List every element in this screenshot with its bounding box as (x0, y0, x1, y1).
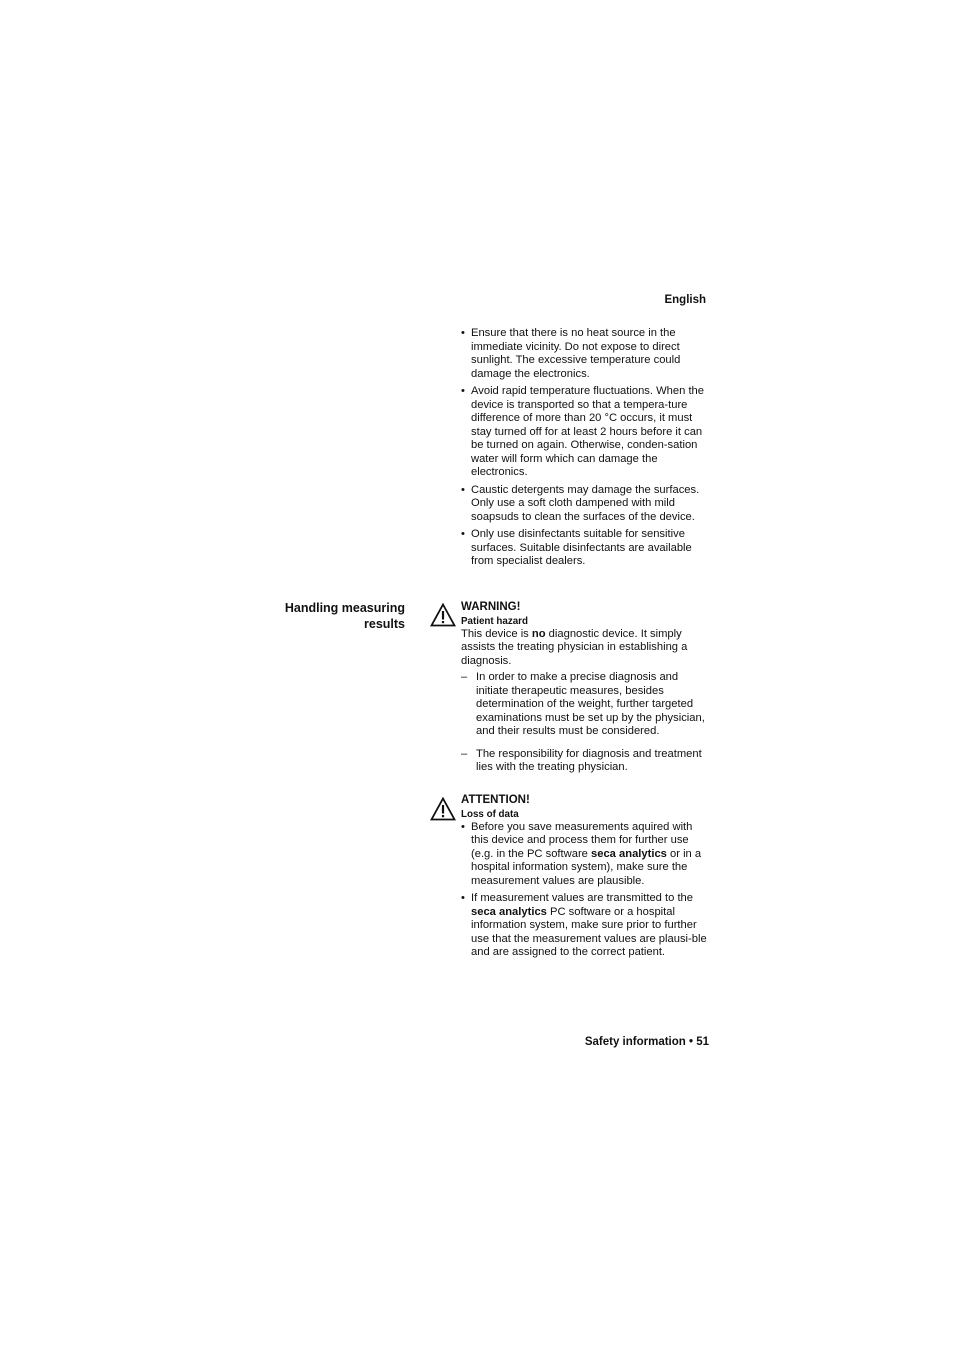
section-heading-line2: results (364, 617, 405, 631)
list-item-text: Ensure that there is no heat source in the immediate vicinity. Do not expose to direct sunlight. The excessive temperature could damage the electronics. (471, 327, 681, 380)
bullet-icon: • (461, 385, 465, 397)
list-item (461, 892, 711, 960)
bullet-icon: • (461, 892, 465, 904)
attention-label: ATTENTION! (461, 794, 530, 806)
list-item (461, 327, 711, 381)
bullet-icon: • (461, 483, 465, 496)
software-name: seca analytics (471, 905, 547, 918)
bullet-icon: • (461, 327, 465, 339)
attention-triangle-icon (430, 797, 456, 821)
list-item-text: Avoid rapid temperature fluctuations. When the device is transported so that a tempera-ture difference of more than 20 °C occurs, it must stay turned off for at least 2 hours before it can be turned on again. Otherwise, conden-sation water will form which can damage the electronics. (471, 385, 704, 478)
list-item-text: The responsibility for diagnosis and treatment lies with the treating physician. (476, 747, 702, 773)
list-item-text: Only use disinfectants suitable for sensitive surfaces. Suitable disinfectants are available from specialist dealers. (471, 528, 692, 567)
section-heading-line1: Handling measuring (284, 601, 405, 615)
page-language-label: English (664, 294, 706, 306)
list-item (461, 528, 711, 569)
attention-subtitle: Loss of data (461, 808, 519, 820)
software-name: seca analytics (591, 847, 667, 860)
warning-subtitle: Patient hazard (461, 615, 528, 627)
warning-intro-text-end: diagnostic device. It simply assists the treating physician in establishing a diagnosis. (461, 627, 688, 667)
section-heading (260, 600, 405, 632)
list-item-text: Caustic detergents may damage the surfaces. Only use a soft cloth dampened with mild soapsuds to clean the surfaces of the device. (471, 483, 700, 523)
page-footer: Safety information • 51 (584, 1036, 709, 1048)
warning-triangle-icon (430, 603, 456, 627)
list-item-text-end: PC software or a hospital information system, make sure prior to further use that the measurement values are plausi-ble and are assigned to the correct patient. (471, 905, 707, 958)
warning-intro-text: This device is (461, 627, 532, 640)
list-item-text: Before you save measurements aquired with this device and process them for further use (e.g. in the PC software (471, 820, 693, 860)
list-item-text-end: or in a hospital information system), make sure the measurement values are plausible. (471, 847, 702, 887)
list-item (461, 748, 711, 775)
list-item (461, 385, 711, 480)
dash-icon: – (461, 671, 468, 683)
dash-icon: – (461, 747, 468, 760)
list-item-text: If measurement values are transmitted to the (471, 892, 693, 904)
attention-block (461, 794, 711, 964)
top-bullet-list (461, 327, 711, 573)
warning-block (461, 601, 711, 780)
warning-intro (461, 628, 711, 669)
warning-label: WARNING! (461, 601, 521, 613)
warning-intro-emphasis: no (531, 627, 546, 640)
list-item (461, 671, 711, 739)
list-item-text: In order to make a precise diagnosis and initiate therapeutic measures, besides determination of the weight, further targeted examinations must be set up by the physician, and their results must be considered. (476, 671, 705, 737)
list-item (461, 821, 711, 889)
list-item (461, 484, 711, 525)
bullet-icon: • (461, 528, 465, 540)
bullet-icon: • (461, 820, 465, 833)
